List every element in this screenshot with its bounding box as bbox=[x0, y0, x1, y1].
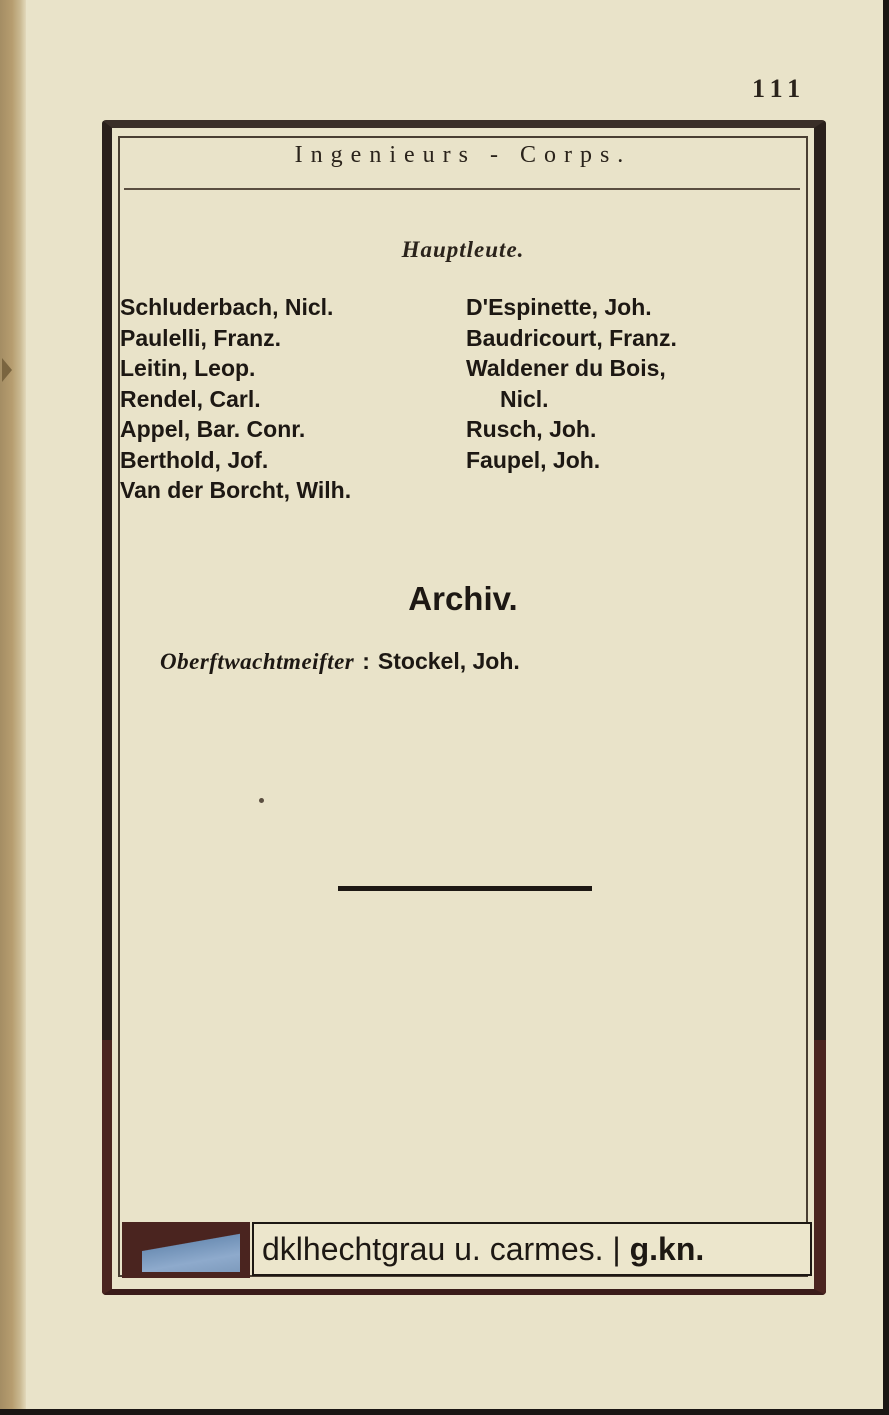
name-entry: Schluderbach, Nicl. bbox=[120, 294, 334, 320]
name-entry: Rusch, Joh. bbox=[466, 416, 597, 442]
uniform-divider: | bbox=[612, 1231, 621, 1267]
archiv-name: Stockel, Joh. bbox=[377, 648, 520, 674]
name-entry: Waldener du Bois, bbox=[466, 355, 666, 381]
header-divider bbox=[124, 188, 800, 190]
name-entry: Paulelli, Franz. bbox=[120, 324, 282, 351]
names-right-column bbox=[466, 292, 806, 475]
section-heading: Hauptleute. bbox=[401, 237, 525, 262]
uniform-description bbox=[252, 1222, 812, 1276]
uniform-buttons: g.kn. bbox=[629, 1231, 705, 1267]
page-header: Ingenieurs - Corps. bbox=[294, 142, 632, 168]
uniform-colors: dklhechtgrau u. carmes. bbox=[262, 1231, 604, 1267]
name-entry: D'Espinette, Joh. bbox=[466, 294, 652, 320]
archiv-entry bbox=[160, 648, 520, 675]
page-right-edge bbox=[883, 0, 889, 1415]
page-bottom-edge bbox=[0, 1409, 889, 1415]
archiv-rank: Oberftwachtmeifter bbox=[160, 649, 355, 674]
name-entry: Baudricourt, Franz. bbox=[466, 324, 677, 351]
name-entry: Appel, Bar. Conr. bbox=[120, 416, 306, 442]
archiv-title: Archiv. bbox=[408, 580, 518, 617]
section-end-rule bbox=[338, 886, 592, 891]
name-entry: Faupel, Joh. bbox=[466, 446, 601, 473]
archiv-separator: : bbox=[362, 648, 370, 674]
names-left-column bbox=[120, 292, 460, 506]
print-speck bbox=[259, 798, 264, 803]
page-spine-edge bbox=[0, 0, 26, 1415]
page-number: 111 bbox=[752, 74, 807, 103]
name-entry: Van der Borcht, Wilh. bbox=[120, 477, 352, 503]
name-entry: Berthold, Jof. bbox=[120, 446, 269, 473]
name-entry: Leitin, Leop. bbox=[120, 355, 256, 381]
name-entry: Rendel, Carl. bbox=[120, 385, 261, 412]
uniform-color-swatch bbox=[142, 1230, 240, 1272]
name-entry-continuation: Nicl. bbox=[500, 385, 549, 412]
